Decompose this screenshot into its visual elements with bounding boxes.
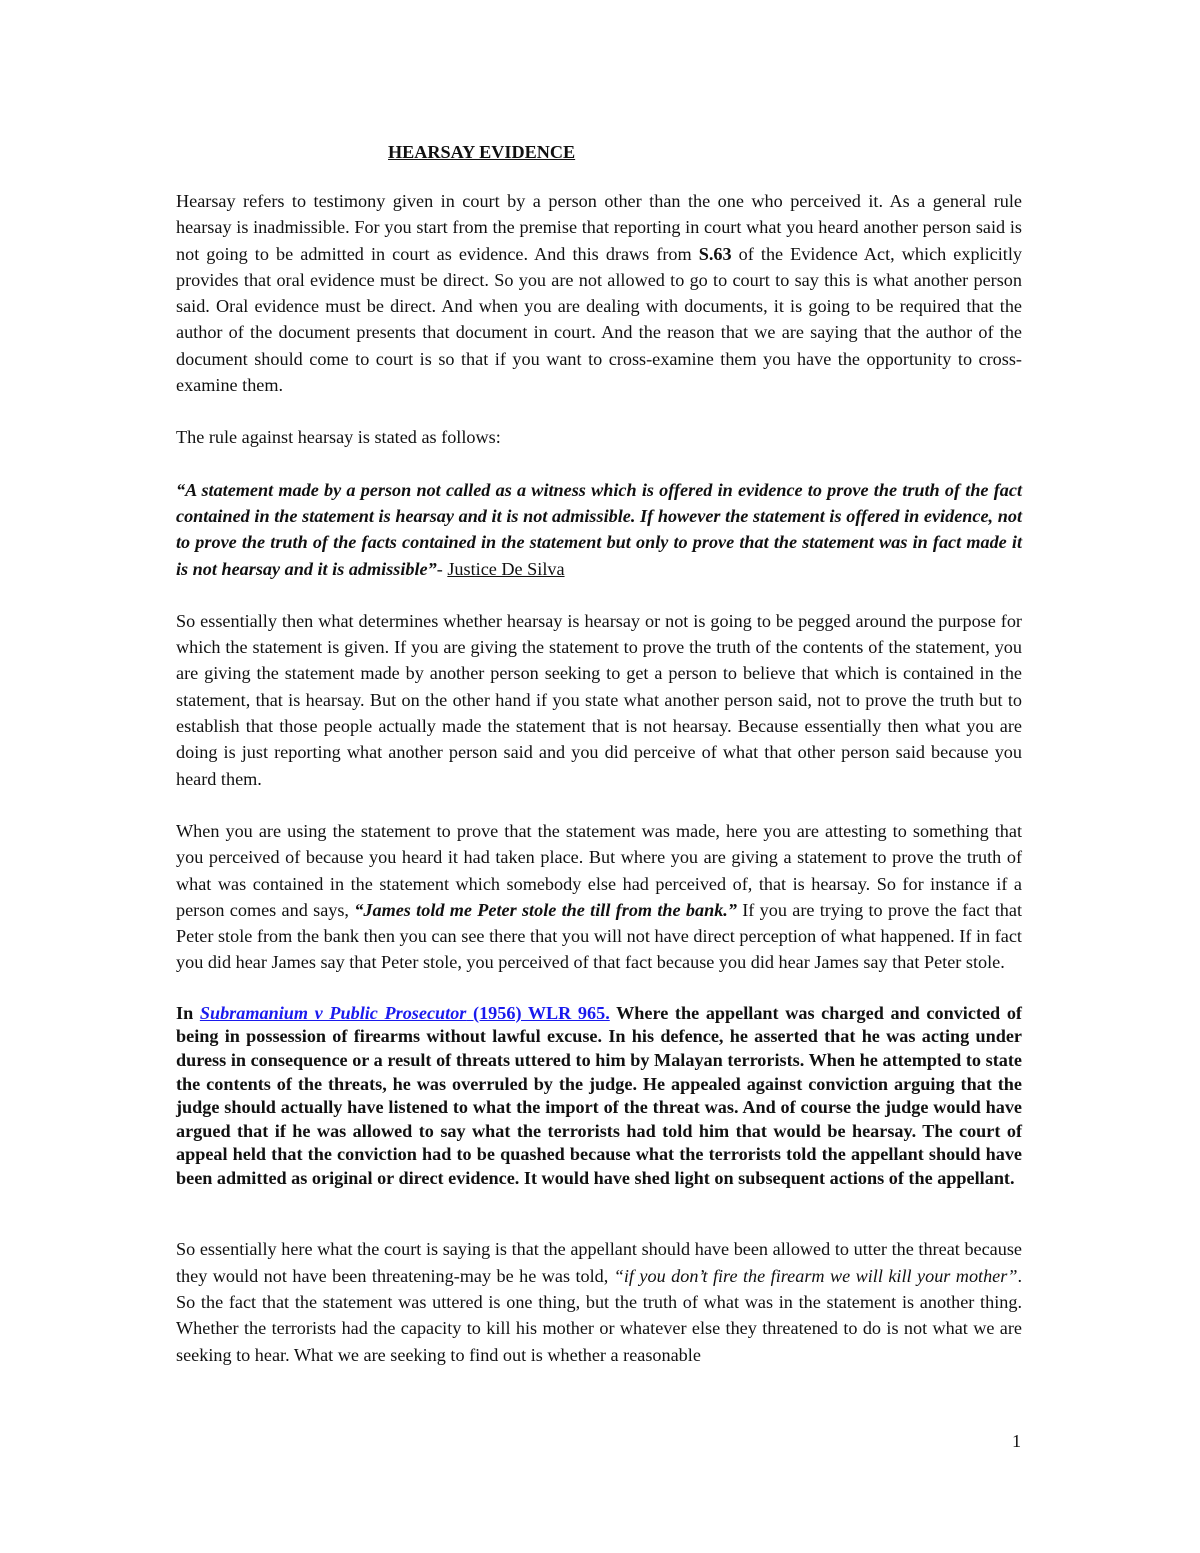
case-name-link[interactable]: Subramanium v Public Prosecutor [199, 1002, 467, 1023]
case-paragraph [176, 1002, 1022, 1191]
intro-text-1: Hearsay refers to testimony given in court by a person other than the one who perceived it. As a general rule hearsay is inadmissible. For you start from the premise that reporting in court what you heard another person said is not going to be admitted in court as evidence. And this draws from [176, 191, 1022, 264]
quote-author: Justice De Silva [447, 558, 565, 579]
intro-text-2: of the Evidence Act, which explicitly provides that oral evidence must be direct. So you are not allowed to go to court to say this is what another person said. Oral evidence must be direct. And when you are dealing with documents, it is going to be required that the author of the document presents that document in court. And the reason that we are saying that the author of the document should come to court is so that if you want to cross-examine them you have the opportunity to cross-examine them. [176, 243, 1022, 396]
using-text-2: If you are trying to prove the fact that Peter stole from the bank then you can see there that you will not have direct perception of what happened. If in fact you did hear James say that Peter stole, you perceived of that fact because you did hear James say that Peter stole. [176, 899, 1023, 973]
case-lead: In [176, 1002, 200, 1023]
using-statement-paragraph [176, 818, 1022, 976]
page-number: 1 [1012, 1431, 1022, 1451]
quote-text: “A statement made by a person not called as a witness which is offered in evidence to prove the truth of the fact contained in the statement is hearsay and it is not admissible. If however the statement is offered in evidence, not to prove the truth of the facts contained in the statement but only to prove that the statement was in fact made it is not hearsay and it is admissible” [176, 479, 1022, 579]
purpose-paragraph: So essentially then what determines whether hearsay is hearsay or not is going to be pegged around the purpose for which the statement is given. If you are giving the statement to prove the truth of the contents of the statement, you are giving the statement made by another person seeking to get a person to believe that which is contained in the statement, that is hearsay. But on the other hand if you state what another person said, not to prove the truth but to establish that those people actually made the statement that is not hearsay. Because essentially then what you are doing is just reporting what another person said and you did perceive of what that other person said because you heard them. [176, 610, 1022, 789]
case-text: Where the appellant was charged and convicted of being in possession of firearms without lawful excuse. In his defence, he asserted that he was acting under duress in consequence or a result of threats uttered to him by Malayan terrorists. When he attempted to state the contents of the threats, he was overruled by the judge. He appealed against conviction arguing that the judge should actually have listened to what the import of the threat was. And of course the judge would have argued that if he was allowed to say what the terrorists had told him that would be hearsay. The court of appeal held that the conviction had to be quashed because what the terrorists told the appellant should have been admitted as original or direct evidence. It would have shed light on subsequent actions of the appellant. [176, 1002, 1022, 1188]
rule-intro-paragraph: The rule against hearsay is stated as follows: [176, 427, 501, 448]
court-saying-paragraph [176, 1236, 1022, 1367]
court-text-1: So essentially here what the court is saying is that the appellant should have been allowed to utter the threat because they would not have been threatening-may be he was told, [176, 1239, 1022, 1286]
page-content [176, 138, 1022, 1394]
court-text-2: . So the fact that the statement was uttered is one thing, but the truth of what was in the statement is another thing. Whether the terrorists had the capacity to kill his mother or whatever else they threatened to do is not what we are seeking to hear. What we are seeking to find out is whether a reasonable [176, 1265, 1022, 1365]
intro-paragraph [176, 188, 1022, 398]
case-citation-link[interactable]: (1956) WLR 965. [466, 1002, 610, 1023]
using-text-1: When you are using the statement to prove that the statement was made, here you are attesting to something that you perceived of because you heard it had taken place. But where you are giving a statement to prove the truth of what was contained in the statement which somebody else had perceived of, that is hearsay. So for instance if a person comes and says, [176, 820, 1022, 920]
james-example-quote: “James told me Peter stole the till from the bank.” [354, 899, 737, 920]
section-reference: S.63 [698, 243, 732, 264]
quote-dash: - [436, 558, 448, 579]
page-title: HEARSAY EVIDENCE [388, 142, 576, 162]
threat-quote: “if you don’t fire the firearm we will kill your mother” [613, 1265, 1018, 1286]
rule-quote [176, 477, 1022, 582]
